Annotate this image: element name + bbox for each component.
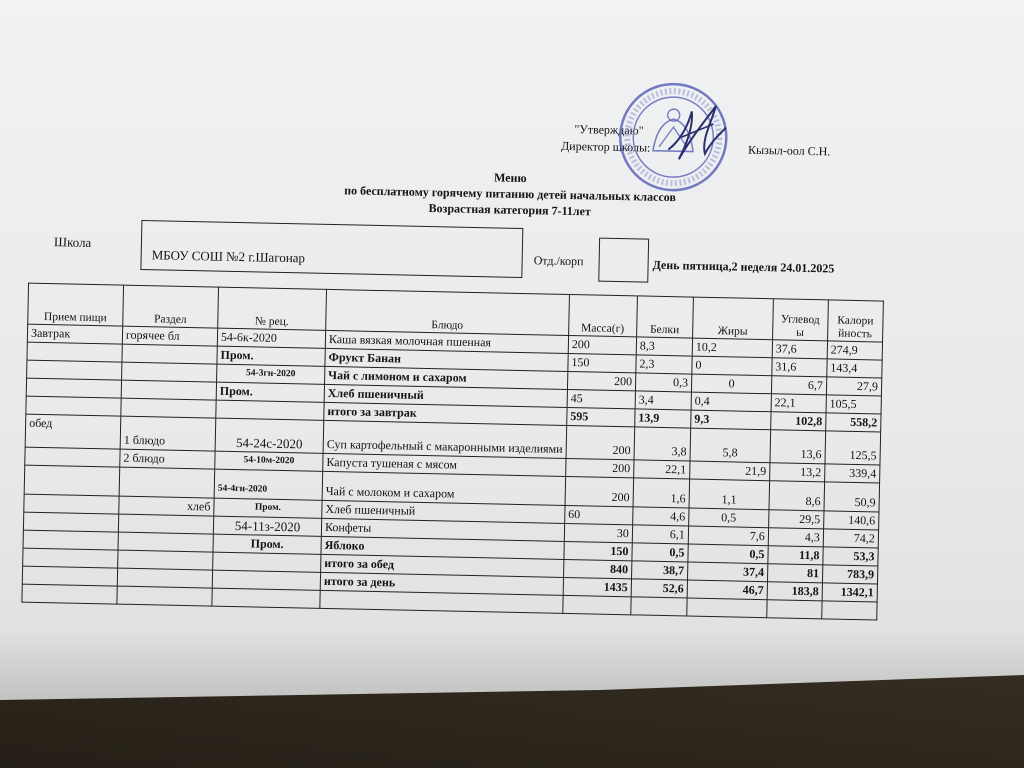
cell-fat: 10,2 (692, 338, 772, 358)
header-mass: Масса(г) (568, 294, 637, 336)
cell-mass: 1435 (563, 577, 631, 596)
cell-meal (24, 465, 120, 496)
director-label: Директор школы: (560, 138, 651, 155)
cell-protein: 6,1 (632, 525, 688, 544)
cell-carbs: 6,7 (771, 376, 826, 395)
cell-fat: 0,4 (691, 392, 771, 412)
cell-section (121, 380, 216, 400)
header-fat: Жиры (692, 297, 773, 340)
cell-recipe: 54-24с-2020 (215, 418, 324, 453)
cell-protein: 3,8 (634, 427, 691, 461)
cell-mass: 150 (568, 353, 636, 372)
cell-fat: 5,8 (690, 428, 771, 463)
cell-protein: 3,4 (635, 391, 691, 410)
cell-recipe (212, 570, 320, 590)
cell-mass: 200 (566, 425, 635, 459)
header-carbs: Углевод ы (772, 299, 828, 341)
age-category: Возрастная категория 7-11лет (428, 201, 591, 219)
director-name: Кызыл-оол С.Н. (747, 142, 831, 159)
cell-carbs: 102,8 (771, 412, 826, 431)
cell-dish: Хлеб пшеничный (322, 500, 565, 523)
menu-title: Меню (493, 170, 527, 186)
cell-protein: 0,5 (632, 543, 688, 562)
cell-calories: 143,4 (827, 359, 882, 378)
cell-fat: 21,9 (690, 461, 770, 481)
cell-calories: 74,2 (823, 529, 878, 548)
dept-label: Отд./корп (533, 253, 584, 269)
cell-fat: 1,1 (689, 479, 770, 510)
header-protein: Белки (636, 296, 693, 338)
cell-calories: 125,5 (825, 431, 881, 465)
school-label: Школа (53, 234, 92, 250)
cell-carbs: 11,8 (768, 546, 823, 565)
dept-box (598, 238, 649, 283)
cell-carbs: 4,3 (768, 528, 823, 547)
cell-fat: 0,5 (688, 544, 768, 564)
cell-meal (24, 494, 119, 514)
cell-protein: 8,3 (636, 337, 692, 356)
menu-table (21, 283, 883, 621)
cell-dish: итого за завтрак (324, 402, 567, 425)
cell-meal: Завтрак (27, 324, 122, 344)
cell-recipe: Пром. (216, 382, 324, 402)
cell-recipe: 54-4гн-2020 (214, 469, 323, 500)
director-signature (661, 97, 732, 168)
cell-mass: 200 (565, 476, 634, 506)
cell-carbs: 22,1 (771, 394, 826, 413)
cell-protein: 13,9 (635, 409, 691, 428)
cell-mass: 150 (564, 541, 632, 560)
cell-dish: Чай с лимоном и сахаром (325, 366, 568, 389)
cell-section (122, 344, 217, 364)
cell-calories: 783,9 (822, 565, 877, 584)
cell-carbs: 183,8 (767, 582, 822, 601)
cell-section: хлеб (119, 496, 214, 516)
menu-subtitle: по бесплатному горячему питанию детей начальных классов (344, 183, 677, 205)
cell-mass: 595 (567, 407, 635, 426)
cell-recipe (213, 552, 321, 572)
cell-fat: 9,3 (691, 410, 771, 430)
cell-recipe: 54-10м-2020 (215, 451, 323, 471)
cell-calories: 27,9 (826, 377, 881, 396)
cell-calories: 105,5 (826, 395, 881, 414)
cell-dish: Хлеб пшеничный (324, 384, 567, 407)
cell-meal (27, 342, 122, 362)
cell-meal (26, 396, 121, 416)
cell-fat: 46,7 (687, 580, 767, 600)
cell-fat: 7,6 (688, 526, 768, 546)
cell-section (117, 568, 212, 588)
approval-heading: "Утверждаю" (574, 122, 644, 138)
cell-calories: 558,2 (826, 413, 881, 432)
cell-mass: 840 (563, 559, 631, 578)
cell-carbs: 13,6 (770, 430, 826, 464)
cell-section: 1 блюдо (120, 416, 216, 451)
cell-meal (23, 530, 118, 550)
cell-section (118, 532, 213, 552)
cell-protein: 0,3 (635, 373, 691, 392)
cell-recipe: 54-11з-2020 (213, 516, 321, 536)
cell-dish: Каша вязкая молочная пшенная (325, 330, 568, 353)
header-calories: Калори йность (827, 300, 883, 342)
cell-protein: 1,6 (633, 478, 690, 508)
cell-carbs: 81 (767, 564, 822, 583)
school-name-box (140, 220, 523, 278)
header-meal: Прием пищи (28, 283, 124, 326)
cell-meal (25, 447, 120, 467)
cell-protein: 2,3 (636, 355, 692, 374)
header-section: Раздел (123, 285, 219, 328)
cell-calories: 1342,1 (822, 583, 877, 602)
cell-fat: 0 (691, 374, 771, 394)
cell-calories: 53,3 (823, 547, 878, 566)
cell-recipe (216, 400, 324, 420)
cell-mass: 60 (565, 505, 633, 524)
cell-dish: Яблоко (321, 536, 564, 559)
cell-carbs: 13,2 (769, 463, 824, 482)
cell-meal: обед (25, 414, 121, 449)
cell-dish: Капуста тушеная с мясом (323, 453, 566, 476)
cell-protein: 4,6 (633, 507, 689, 526)
cell-carbs: 29,5 (769, 510, 824, 529)
cell-calories: 339,4 (824, 464, 879, 483)
cell-carbs: 8,6 (769, 481, 825, 511)
cell-protein: 52,6 (631, 579, 687, 598)
day-date-label: День пятница,2 неделя 24.01.2025 (652, 257, 835, 276)
cell-dish: Конфеты (321, 518, 564, 541)
header-recipe: № рец. (218, 287, 327, 330)
cell-carbs: 37,6 (772, 340, 827, 359)
cell-section (118, 550, 213, 570)
cell-section (121, 398, 216, 418)
cell-section (122, 362, 217, 382)
cell-meal (26, 378, 121, 398)
cell-dish: итого за день (320, 572, 563, 595)
cell-calories: 274,9 (827, 341, 882, 360)
cell-recipe: Пром. (217, 346, 325, 366)
cell-section: 2 блюдо (120, 449, 215, 469)
cell-fat: 0,5 (689, 508, 769, 528)
cell-calories: 140,6 (823, 511, 878, 530)
cell-mass: 200 (566, 458, 634, 477)
cell-fat: 0 (692, 356, 772, 376)
cell-calories: 50,9 (824, 482, 880, 512)
cell-recipe: 54-6к-2020 (217, 328, 325, 348)
cell-dish: Суп картофельный с макаронными изделиями (323, 420, 567, 458)
cell-section: горячее бл (122, 326, 217, 346)
cell-meal (22, 566, 117, 586)
cell-mass: 30 (564, 523, 632, 542)
cell-fat: 37,4 (687, 562, 767, 582)
cell-dish: итого за обед (321, 554, 564, 577)
cell-meal (23, 512, 118, 532)
cell-section (119, 467, 215, 498)
school-name: МБОУ СОШ №2 г.Шагонар (151, 247, 306, 266)
cell-meal (27, 360, 122, 380)
cell-meal (23, 548, 118, 568)
cell-dish: Фрукт Банан (325, 348, 568, 371)
cell-protein: 38,7 (631, 561, 687, 580)
cell-protein: 22,1 (634, 460, 690, 479)
cell-recipe: Пром. (213, 534, 321, 554)
cell-recipe: Пром. (214, 498, 322, 518)
header-dish: Блюдо (326, 289, 570, 335)
cell-dish: Чай с молоком и сахаром (322, 471, 565, 505)
cell-mass: 45 (567, 389, 635, 408)
cell-section (118, 514, 213, 534)
cell-recipe: 54-3гн-2020 (217, 364, 325, 384)
cell-carbs: 31,6 (772, 358, 827, 377)
cell-mass: 200 (567, 371, 635, 390)
cell-mass: 200 (568, 335, 636, 354)
